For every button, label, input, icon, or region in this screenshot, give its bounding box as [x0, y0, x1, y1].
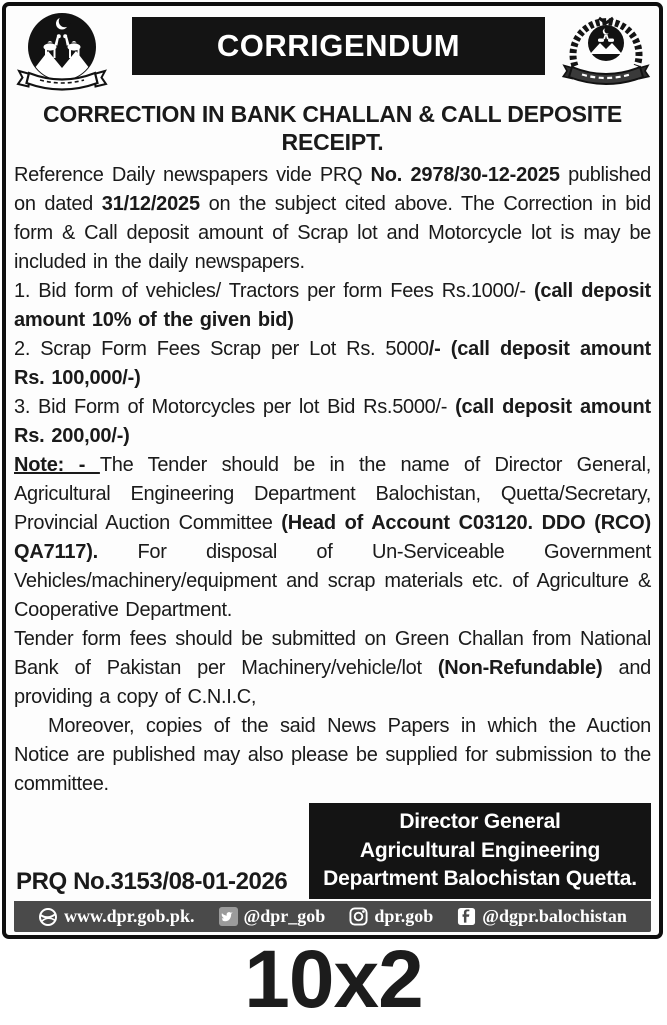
intro-paragraph: Reference Daily newspapers vide PRQ No. 2978/30-12-2025 published on dated 31/12/2025 on the subject cited above. The Correction in bid form & Call deposit amount of Scrap lot and Motorcycle lot is may be included in the daily newspapers. — [14, 164, 651, 273]
facebook-icon — [457, 907, 476, 926]
list-item-3: 3. Bid Form of Motorcycles per lot Bid Rs.5000/- (call deposit amount Rs. 200,00/-) — [14, 396, 651, 447]
signature-line-2: Agricultural Engineering — [359, 838, 601, 862]
facebook-label: @dgpr.balochistan — [482, 906, 627, 926]
note-paragraph: Note: - The Tender should be in the name of Director General, Agricultural Engineering Department Balochistan, Quetta/Secretary, Provincial Auction Committee (Head of Account C03120. DDO (RCO) QA7117). For disposal of Un-Serviceable Government Vehicles/machinery/equipment and scrap materials etc. of Agriculture & Cooperative Department. — [14, 454, 652, 621]
website-label: www.dpr.gob.pk. — [64, 906, 195, 926]
instagram-item — [349, 906, 433, 927]
social-media-bar — [14, 901, 651, 932]
facebook-item — [457, 906, 627, 927]
signature-block — [309, 803, 651, 899]
corrigendum-banner: CORRIGENDUM — [132, 17, 545, 75]
twitter-icon — [219, 907, 238, 926]
globe-icon — [38, 907, 58, 927]
list-item-1: 1. Bid form of vehicles/ Tractors per form Fees Rs.1000/- (call deposit amount 10% of the given bid) — [14, 280, 651, 331]
moreover-paragraph: Moreover, copies of the said News Papers in which the Auction Notice are published may also please be supplied for submission to the committee. — [14, 715, 651, 795]
signature-line-3: Department Balochistan Quetta. — [323, 867, 637, 890]
website-item — [38, 906, 194, 927]
signature-line-1: Director General — [399, 810, 561, 833]
notice-title — [14, 100, 651, 156]
list-item-2: 2. Scrap Form Fees Scrap per Lot Rs. 5000/- (call deposit amount Rs. 100,000/-) — [14, 338, 652, 389]
notice-title-line1: CORRECTION IN BANK CHALLAN & CALL DEPOSITE — [43, 101, 622, 127]
ad-size-label: 10x2 — [244, 934, 423, 1025]
twitter-label: @dpr_gob — [243, 906, 326, 926]
instagram-label: dpr.gob — [374, 906, 434, 926]
balochistan-emblem-icon — [14, 10, 110, 103]
tender-fee-paragraph: Tender form fees should be submitted on Green Challan from National Bank of Pakistan per Machinery/vehicle/lot (Non-Refundable) and providing a copy of C.N.I.C, — [14, 628, 651, 708]
notice-frame — [2, 2, 663, 939]
header — [14, 10, 651, 100]
footer-row — [14, 803, 651, 899]
dgpr-emblem-icon — [561, 10, 651, 107]
prq-number: PRQ No.3153/08-01-2026 — [16, 867, 288, 895]
twitter-item — [219, 906, 326, 927]
instagram-icon — [349, 907, 368, 926]
notice-title-line2: RECEIPT. — [281, 129, 384, 155]
